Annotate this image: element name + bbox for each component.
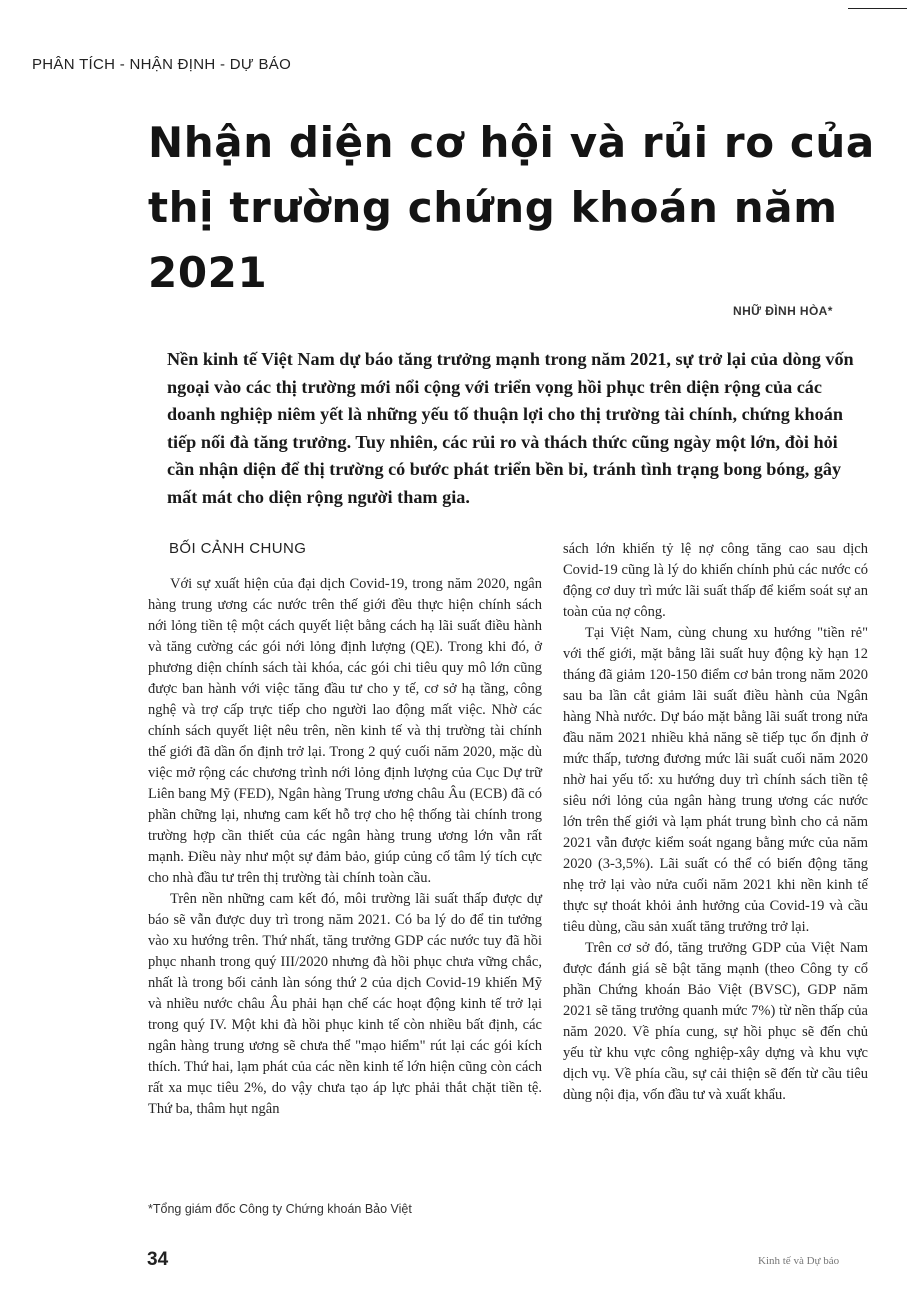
header-rule: [848, 8, 907, 9]
author-byline: NHỮ ĐÌNH HÒA*: [733, 304, 833, 318]
body-column-right: [563, 539, 868, 1106]
section-heading: BỐI CẢNH CHUNG: [169, 540, 307, 557]
section-label: PHÂN TÍCH - NHẬN ĐỊNH - DỰ BÁO: [32, 56, 292, 73]
body-paragraph: sách lớn khiến tỷ lệ nợ công tăng cao sau dịch Covid-19 cũng là lý do khiến chính phủ các nước có động cơ duy trì mức lãi suất thấp để kiểm soát sự an toàn của nợ công.: [563, 541, 868, 620]
body-paragraph: Với sự xuất hiện của đại dịch Covid-19, trong năm 2020, ngân hàng trung ương các nước trên thế giới đều thực hiện chính sách nới lỏng tiền tệ một cách quyết liệt bằng cách hạ lãi suất điều hành và tăng cường các gói nới lỏng định lượng (QE). Trong khi đó, ở phương diện chính sách tài khóa, các gói chi tiêu quy mô lớn cũng được ban hành với việc tăng đầu tư cho y tế, cơ sở hạ tầng, công nghệ và trợ cấp trực tiếp cho người lao động mất việc. Nhờ các chính sách quyết liệt nêu trên, nền kinh tế và thị trường tài chính thế giới đã dần ổn định trở lại. Trong 2 quý cuối năm 2020, mặc dù việc mở rộng các chương trình nới lỏng định lượng của Cục Dự trữ Liên bang Mỹ (FED), Ngân hàng Trung ương châu Âu (ECB) đã có phần chững lại, nhưng cam kết hỗ trợ cho hệ thống tài chính trong trường hợp cần thiết của các ngân hàng trung ương lớn vẫn rất mạnh. Điều này như một sự đảm bảo, giúp củng cố tâm lý tích cực cho nhà đầu tư trên thị trường tài chính toàn cầu.: [148, 576, 542, 886]
page-number: 34: [147, 1249, 169, 1270]
body-paragraph: Trên nền những cam kết đó, môi trường lãi suất thấp được dự báo sẽ vẫn được duy trì trong năm 2021. Có ba lý do để tin tưởng vào xu hướng trên. Thứ nhất, tăng trưởng GDP các nước tuy đã hồi phục nhanh trong quý III/2020 nhưng đà hồi phục chưa vững chắc, nhất là trong bối cảnh làn sóng thứ 2 của dịch Covid-19 khiến Mỹ và nhiều nước châu Âu phải hạn chế các hoạt động kinh tế trở lại trong quý IV. Một khi đà hồi phục kinh tế còn nhiều bất định, các ngân hàng trung ương sẽ chưa thể "mạo hiểm" rút lại các gói kích thích. Thứ hai, lạm phát của các nền kinh tế lớn hiện cũng còn cách rất xa mục tiêu 2%, do vậy chưa tạo áp lực phải thắt chặt tiền tệ. Thứ ba, thâm hụt ngân: [148, 891, 542, 1117]
article-lead: Nền kinh tế Việt Nam dự báo tăng trưởng mạnh trong năm 2021, sự trở lại của dòng vốn ngoại vào các thị trường mới nổi cộng với triển vọng hồi phục trên diện rộng của các doanh nghiệp niêm yết là những yếu tố thuận lợi cho thị trường tài chính, chứng khoán tiếp nối đà tăng trưởng. Tuy nhiên, các rủi ro và thách thức cũng ngày một lớn, đòi hỏi cần nhận diện để thị trường có bước phát triển bền bỉ, tránh tình trạng bong bóng, gây mất mát cho diện rộng người tham gia.: [167, 349, 854, 507]
author-footnote: *Tổng giám đốc Công ty Chứng khoán Bảo Việt: [148, 1202, 412, 1216]
article-headline: Nhận diện cơ hội và rủi ro của thị trường chứng khoán năm 2021: [148, 118, 875, 297]
body-paragraph: Trên cơ sở đó, tăng trưởng GDP của Việt Nam được đánh giá sẽ bật tăng mạnh (theo Công ty cổ phần Chứng khoán Bảo Việt (BVSC), GDP năm 2021 sẽ tăng trưởng quanh mức 7%) từ nền thấp của năm 2020. Về phía cung, sự hồi phục sẽ đến chủ yếu từ khu vực công nghiệp-xây dựng và khu vực dịch vụ. Về phía cầu, sự cải thiện sẽ đến từ cầu tiêu dùng nội địa, vốn đầu tư và xuất khẩu.: [563, 940, 868, 1103]
magazine-name: Kinh tế và Dự báo: [758, 1255, 840, 1267]
body-paragraph: Tại Việt Nam, cùng chung xu hướng "tiền rẻ" với thế giới, mặt bằng lãi suất huy động kỳ hạn 12 tháng đã giảm 120-150 điểm cơ bản trong năm 2020 sau ba lần cắt giảm lãi suất điều hành của Ngân hàng Nhà nước. Dự báo mặt bằng lãi suất trong nửa đầu năm 2021 nhiều khả năng sẽ tiếp tục ổn định ở mức thấp, tương đương mức lãi suất cuối năm 2020 nhờ hai yếu tố: xu hướng duy trì chính sách tiền tệ siêu nới lỏng của ngân hàng trung ương các nước lớn trên thế giới và lạm phát trung bình cho cả năm 2021 vẫn được kiểm soát ngang bằng mức của năm 2020 (3-3,5%). Lãi suất có thể có biến động tăng nhẹ trở lại vào nửa cuối năm 2021 khi nền kinh tế thực sự thoát khỏi ảnh hưởng của Covid-19 và cầu tiêu dùng, cầu sản xuất tăng trưởng trở lại.: [563, 625, 868, 935]
body-column-left: [148, 538, 542, 1120]
